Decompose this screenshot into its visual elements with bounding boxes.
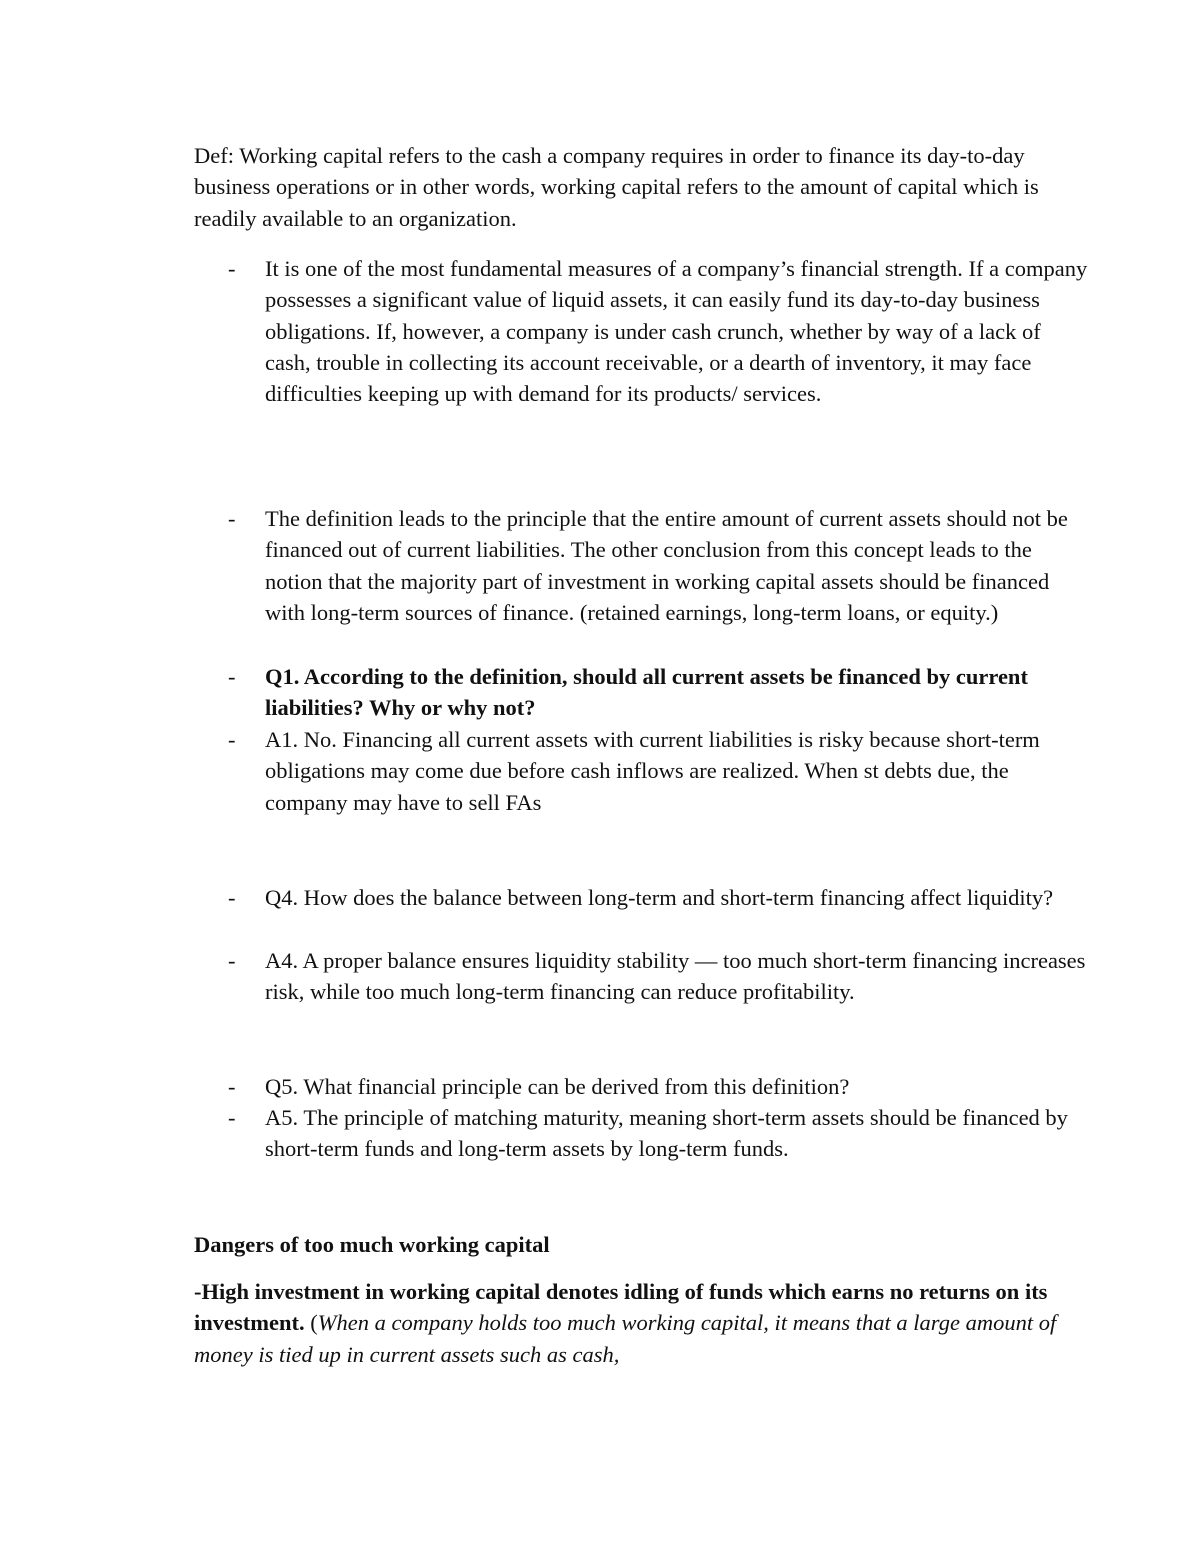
answer-a4 xyxy=(228,945,1088,1008)
bullet-dash: - xyxy=(228,885,236,910)
answer-a5 xyxy=(228,1102,1088,1165)
bullet-dash: - xyxy=(228,506,236,531)
open-paren: ( xyxy=(304,1310,318,1336)
question-q4 xyxy=(228,882,1088,913)
question-q1 xyxy=(228,661,1088,724)
bullet-dash: - xyxy=(228,256,236,281)
dangers-italic-note: When a company holds too much working capital, it means that a large amount of money is tied up in current assets such as cash, xyxy=(194,1310,1057,1367)
section-heading: Dangers of too much working capital xyxy=(194,1232,550,1257)
bullet-dash: - xyxy=(228,948,236,973)
answer-text: A4. A proper balance ensures liquidity stability — too much short-term financing increases risk, while too much long-term financing can reduce profitability. xyxy=(265,948,1086,1005)
question-text: Q4. How does the balance between long-term and short-term financing affect liquidity? xyxy=(265,885,1054,910)
answer-text: A5. The principle of matching maturity, meaning short-term assets should be financed by short-term funds and long-term assets by long-term funds. xyxy=(265,1105,1068,1162)
bullet-dash: - xyxy=(228,664,236,689)
definition-paragraph: Def: Working capital refers to the cash a company requires in order to finance its day-to-day business operations or in other words, working capital refers to the amount of capital which is readily available to an organization. xyxy=(194,143,1039,231)
question-text: Q1. According to the definition, should all current assets be financed by current liabilities? Why or why not? xyxy=(265,664,1028,721)
bullet-item xyxy=(228,503,1088,628)
dangers-lead: -High investment in working capital denotes idling of funds which earns no returns on its investment. xyxy=(194,1279,1048,1336)
bullet-dash: - xyxy=(228,1105,236,1130)
bullet-text: It is one of the most fundamental measures of a company’s financial strength. If a company possesses a significant value of liquid assets, it can easily fund its day-to-day business obligations. If, however, a company is under cash crunch, whether by way of a lack of cash, trouble in collecting its account receivable, or a dearth of inventory, it may face difficulties keeping up with demand for its products/ services. xyxy=(265,256,1088,407)
bullet-dash: - xyxy=(228,727,236,752)
question-q5 xyxy=(228,1071,1088,1102)
bullet-item xyxy=(228,253,1088,409)
dangers-paragraph xyxy=(194,1276,1084,1370)
answer-text: A1. No. Financing all current assets with current liabilities is risky because short-term obligations may come due before cash inflows are realized. When st debts due, the company may have to sell FAs xyxy=(265,727,1040,815)
bullet-dash: - xyxy=(228,1074,236,1099)
answer-a1 xyxy=(228,724,1088,818)
question-text: Q5. What financial principle can be derived from this definition? xyxy=(265,1074,850,1099)
bullet-text: The definition leads to the principle that the entire amount of current assets should not be financed out of current liabilities. The other conclusion from this concept leads to the notion that the majority part of investment in working capital assets should be financed with long-term sources of finance. (retained earnings, long-term loans, or equity.) xyxy=(265,506,1068,625)
